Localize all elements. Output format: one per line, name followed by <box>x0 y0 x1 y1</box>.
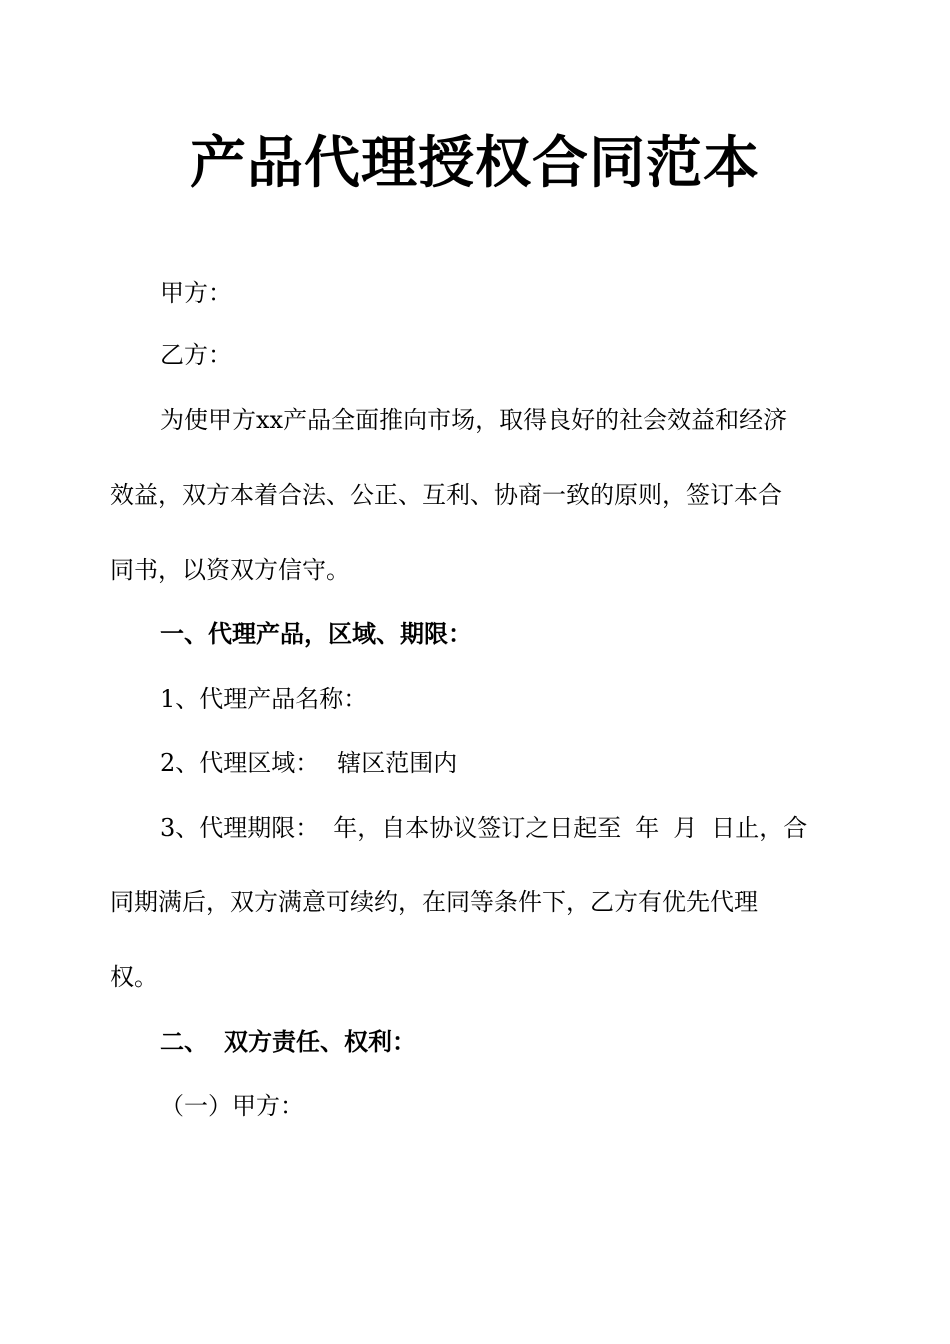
intro-line-3: 同书，以资双方信守。 <box>110 556 350 584</box>
document-title: 产品代理授权合同范本 <box>190 131 760 196</box>
section-1-heading: 一、代理产品，区域、期限： <box>160 620 472 648</box>
item-1-product-name: 1、代理产品名称： <box>160 685 368 713</box>
intro-line-1: 为使甲方xx产品全面推向市场，取得良好的社会效益和经济 <box>160 406 788 434</box>
item-2-label: 2、代理区域： <box>160 749 320 777</box>
party-b-label: 乙方： <box>160 341 232 369</box>
item-3-d: 日止，合 <box>711 814 808 842</box>
item-3-label: 3、代理期限： <box>160 814 320 842</box>
party-a-label: 甲方： <box>160 279 232 307</box>
item-3-year-text: 年，自本协议签订之日起至 <box>333 814 622 842</box>
item-3-m: 月 <box>673 814 698 842</box>
item-3-term-line-3: 权。 <box>110 963 158 991</box>
intro-line-2: 效益，双方本着合法、公正、互利、协商一致的原则，签订本合 <box>110 481 782 509</box>
item-3-term-line-2: 同期满后，双方满意可续约，在同等条件下，乙方有优先代理 <box>110 888 758 916</box>
section-2-party-a: （一）甲方： <box>160 1092 304 1120</box>
item-3-y: 年 <box>635 814 660 842</box>
section-2-heading <box>160 1025 416 1059</box>
item-2-value: 辖区范围内 <box>337 749 458 777</box>
section-2-number: 二、 <box>160 1028 208 1056</box>
section-2-title: 双方责任、权利： <box>224 1028 416 1056</box>
item-2-region <box>160 746 457 780</box>
item-3-term-line-1 <box>160 811 807 845</box>
